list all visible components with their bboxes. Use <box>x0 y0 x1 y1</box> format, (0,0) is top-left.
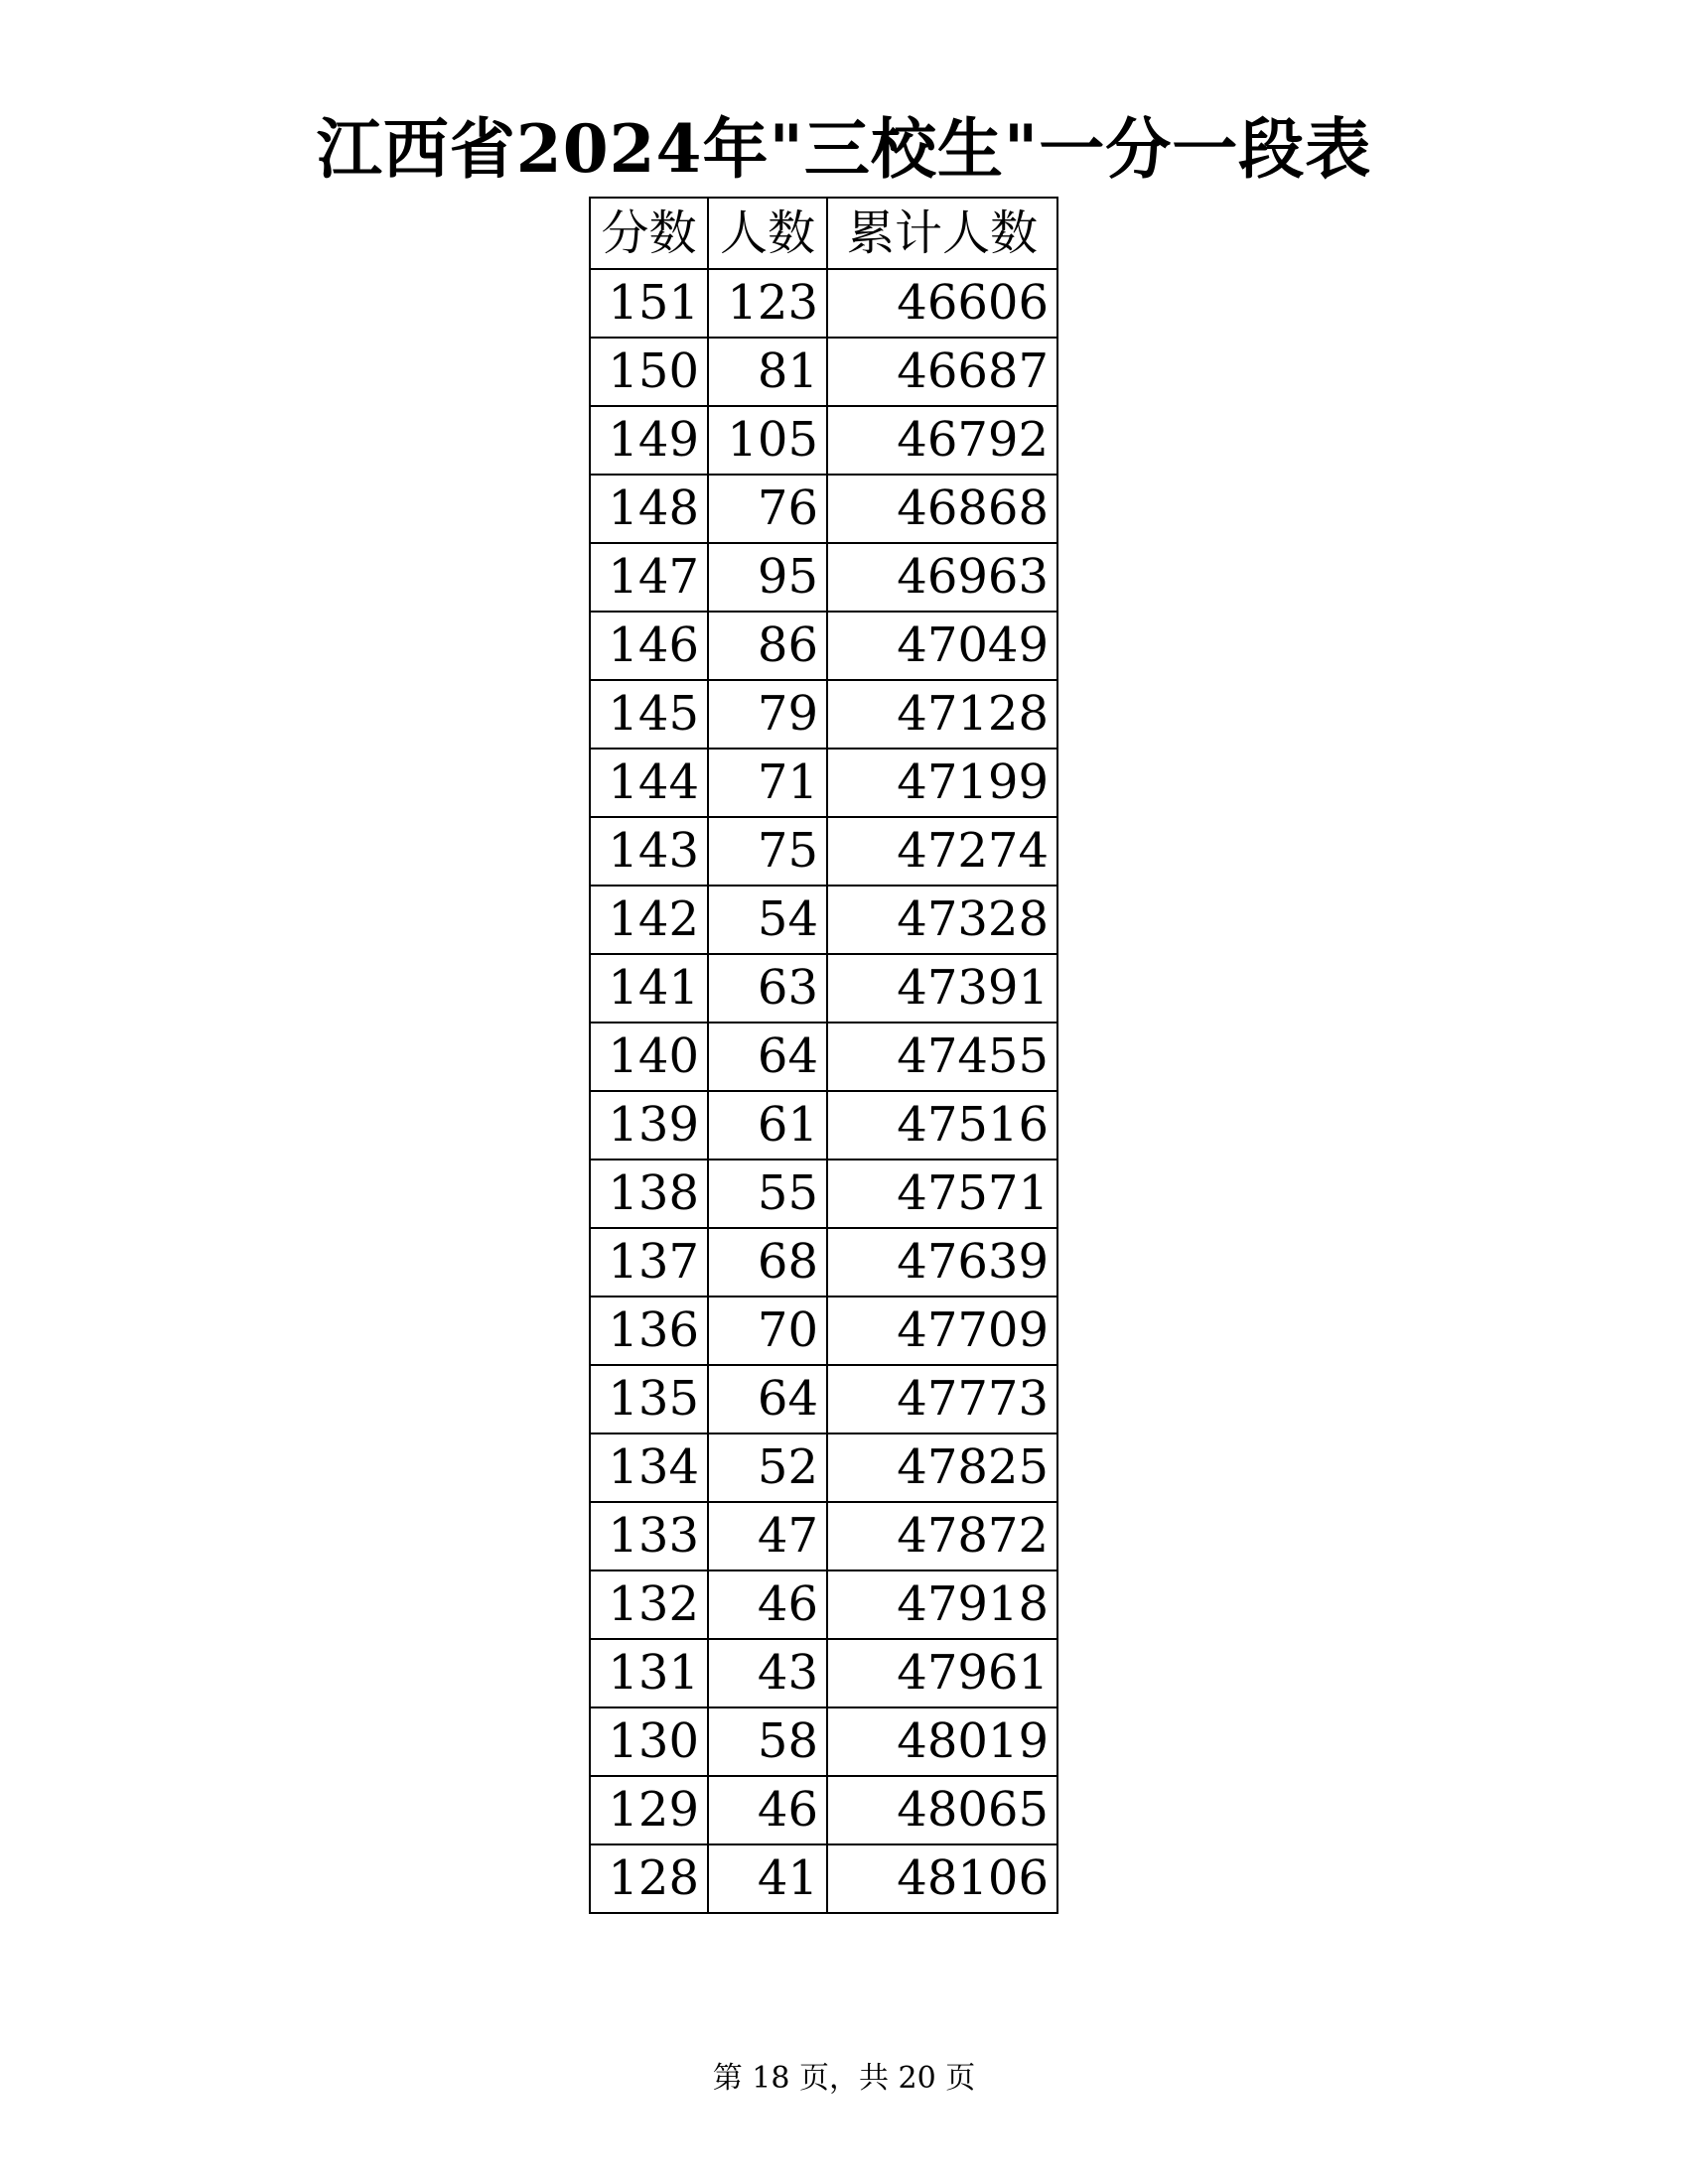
cumulative-cell: 48106 <box>827 1844 1057 1913</box>
cumulative-cell: 47516 <box>827 1091 1057 1160</box>
table-row <box>590 954 1057 1023</box>
cumulative-cell: 48065 <box>827 1776 1057 1844</box>
cumulative-cell: 47571 <box>827 1160 1057 1228</box>
cumulative-cell: 47328 <box>827 886 1057 954</box>
table-row <box>590 680 1057 749</box>
cumulative-cell: 47825 <box>827 1433 1057 1502</box>
table-row <box>590 269 1057 338</box>
cumulative-cell: 48019 <box>827 1707 1057 1776</box>
table-row <box>590 817 1057 886</box>
cumulative-cell: 47128 <box>827 680 1057 749</box>
count-cell: 76 <box>708 475 827 543</box>
cumulative-cell: 47199 <box>827 749 1057 817</box>
count-cell: 70 <box>708 1297 827 1365</box>
count-cell: 46 <box>708 1570 827 1639</box>
count-cell: 86 <box>708 612 827 680</box>
score-cell: 135 <box>590 1365 708 1433</box>
score-cell: 143 <box>590 817 708 886</box>
count-cell: 79 <box>708 680 827 749</box>
score-cell: 134 <box>590 1433 708 1502</box>
count-cell: 64 <box>708 1023 827 1091</box>
table-row <box>590 475 1057 543</box>
page-title: 江西省2024年"三校生"一分一段表 <box>316 110 1372 188</box>
cumulative-cell: 47961 <box>827 1639 1057 1707</box>
count-cell: 68 <box>708 1228 827 1297</box>
page-footer: 第 18 页，共 20 页 <box>712 2061 976 2096</box>
table-row <box>590 1433 1057 1502</box>
score-cell: 137 <box>590 1228 708 1297</box>
table-row <box>590 1570 1057 1639</box>
cumulative-cell: 47918 <box>827 1570 1057 1639</box>
cumulative-cell: 46963 <box>827 543 1057 612</box>
score-cell: 133 <box>590 1502 708 1570</box>
count-cell: 58 <box>708 1707 827 1776</box>
score-cell: 136 <box>590 1297 708 1365</box>
count-cell: 105 <box>708 406 827 475</box>
count-cell: 95 <box>708 543 827 612</box>
table-row <box>590 543 1057 612</box>
score-cell: 147 <box>590 543 708 612</box>
table-header <box>590 198 1057 269</box>
score-cell: 138 <box>590 1160 708 1228</box>
table-row <box>590 886 1057 954</box>
cumulative-cell: 46868 <box>827 475 1057 543</box>
score-cell: 149 <box>590 406 708 475</box>
score-cell: 150 <box>590 338 708 406</box>
table-row <box>590 338 1057 406</box>
count-cell: 52 <box>708 1433 827 1502</box>
header-count: 人数 <box>708 198 827 269</box>
count-cell: 63 <box>708 954 827 1023</box>
table-row <box>590 1297 1057 1365</box>
cumulative-cell: 46687 <box>827 338 1057 406</box>
table-row <box>590 1023 1057 1091</box>
header-row <box>590 198 1057 269</box>
header-cumulative: 累计人数 <box>827 198 1057 269</box>
table-row <box>590 1091 1057 1160</box>
table-row <box>590 1844 1057 1913</box>
table-row <box>590 1707 1057 1776</box>
score-cell: 140 <box>590 1023 708 1091</box>
cumulative-cell: 47049 <box>827 612 1057 680</box>
cumulative-cell: 47455 <box>827 1023 1057 1091</box>
table-row <box>590 1776 1057 1844</box>
table-row <box>590 1160 1057 1228</box>
cumulative-cell: 47274 <box>827 817 1057 886</box>
score-cell: 139 <box>590 1091 708 1160</box>
table-row <box>590 612 1057 680</box>
count-cell: 71 <box>708 749 827 817</box>
cumulative-cell: 47872 <box>827 1502 1057 1570</box>
score-cell: 132 <box>590 1570 708 1639</box>
table-row <box>590 406 1057 475</box>
score-cell: 148 <box>590 475 708 543</box>
cumulative-cell: 46606 <box>827 269 1057 338</box>
table-body <box>590 269 1057 1913</box>
count-cell: 46 <box>708 1776 827 1844</box>
score-cell: 146 <box>590 612 708 680</box>
score-cell: 142 <box>590 886 708 954</box>
table-row <box>590 1228 1057 1297</box>
count-cell: 81 <box>708 338 827 406</box>
count-cell: 47 <box>708 1502 827 1570</box>
count-cell: 54 <box>708 886 827 954</box>
cumulative-cell: 47639 <box>827 1228 1057 1297</box>
cumulative-cell: 47773 <box>827 1365 1057 1433</box>
count-cell: 75 <box>708 817 827 886</box>
count-cell: 41 <box>708 1844 827 1913</box>
score-cell: 130 <box>590 1707 708 1776</box>
table-row <box>590 1365 1057 1433</box>
count-cell: 64 <box>708 1365 827 1433</box>
table-row <box>590 749 1057 817</box>
score-cell: 151 <box>590 269 708 338</box>
count-cell: 123 <box>708 269 827 338</box>
score-cell: 144 <box>590 749 708 817</box>
score-cell: 145 <box>590 680 708 749</box>
cumulative-cell: 47391 <box>827 954 1057 1023</box>
score-distribution-table <box>589 197 1058 1914</box>
table-row <box>590 1502 1057 1570</box>
score-cell: 141 <box>590 954 708 1023</box>
table-row <box>590 1639 1057 1707</box>
count-cell: 61 <box>708 1091 827 1160</box>
header-score: 分数 <box>590 198 708 269</box>
score-cell: 128 <box>590 1844 708 1913</box>
cumulative-cell: 47709 <box>827 1297 1057 1365</box>
cumulative-cell: 46792 <box>827 406 1057 475</box>
score-cell: 129 <box>590 1776 708 1844</box>
count-cell: 43 <box>708 1639 827 1707</box>
count-cell: 55 <box>708 1160 827 1228</box>
score-cell: 131 <box>590 1639 708 1707</box>
